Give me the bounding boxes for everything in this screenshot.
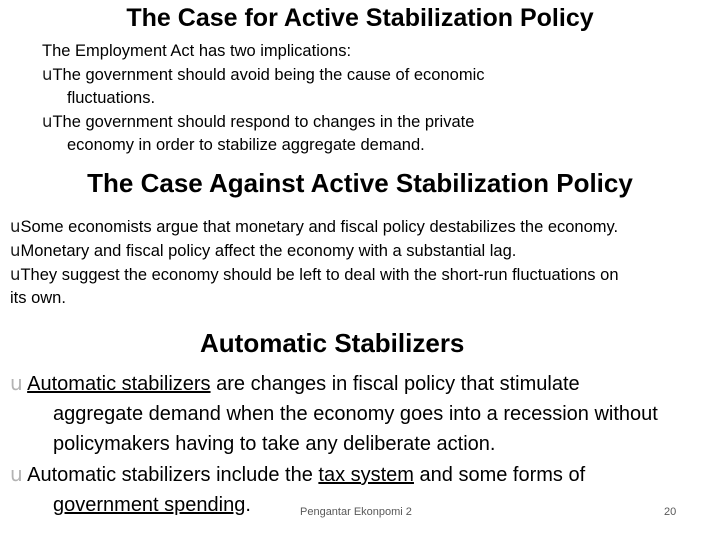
term-automatic-stabilizers: Automatic stabilizers — [27, 373, 211, 395]
bullet-text: The government should avoid being the cause of economic — [52, 66, 485, 84]
bullet-continuation: policymakers having to take any deliberate action. — [53, 433, 496, 455]
bullet-marker: u — [42, 112, 53, 131]
title-case-for-active-stabilization: The Case for Active Stabilization Policy — [126, 4, 594, 32]
term-government-spending: government spending — [53, 494, 246, 516]
bullet-text: The government should respond to changes in the private — [52, 113, 475, 131]
slide-number: 20 — [664, 506, 677, 518]
bullet-text: Some economists argue that monetary and fiscal policy destabilizes the economy. — [20, 218, 619, 236]
bullet-marker: u — [10, 265, 21, 284]
section-case-against — [10, 215, 710, 310]
bullet-marker: u — [10, 371, 23, 395]
title-case-against-active-stabilization: The Case Against Active Stabilization Policy — [87, 168, 633, 198]
bullet-item — [10, 368, 715, 459]
section-automatic-stabilizers — [10, 368, 715, 520]
bullet-continuation: fluctuations. — [67, 89, 156, 107]
bullet-item — [10, 263, 710, 310]
section-case-for — [42, 40, 485, 157]
bullet-text: They suggest the economy should be left to deal with the short-run fluctuations on — [20, 266, 619, 284]
bullet-text: and some forms of — [413, 464, 586, 486]
bullet-item — [42, 63, 485, 110]
bullet-item — [42, 110, 485, 157]
bullet-marker: u — [10, 241, 21, 260]
title-automatic-stabilizers: Automatic Stabilizers — [200, 328, 465, 358]
bullet-marker: u — [10, 217, 21, 236]
bullet-item — [10, 215, 710, 239]
term-tax-system: tax system — [318, 464, 414, 486]
bullet-continuation: aggregate demand when the economy goes into a recession without — [53, 403, 658, 425]
bullet-text: Automatic stabilizers include the — [27, 464, 319, 486]
bullet-marker: u — [10, 462, 23, 486]
period: . — [245, 494, 251, 516]
bullet-continuation: economy in order to stabilize aggregate demand. — [67, 136, 425, 154]
employment-act-intro: The Employment Act has two implications: — [42, 42, 352, 60]
bullet-text: Monetary and fiscal policy affect the economy with a substantial lag. — [20, 242, 517, 260]
footer-course-name: Pengantar Ekonpomi 2 — [300, 506, 412, 518]
bullet-continuation: its own. — [10, 289, 66, 307]
bullet-marker: u — [42, 65, 53, 84]
bullet-item — [10, 239, 710, 263]
bullet-text: are changes in fiscal policy that stimulate — [210, 373, 580, 395]
